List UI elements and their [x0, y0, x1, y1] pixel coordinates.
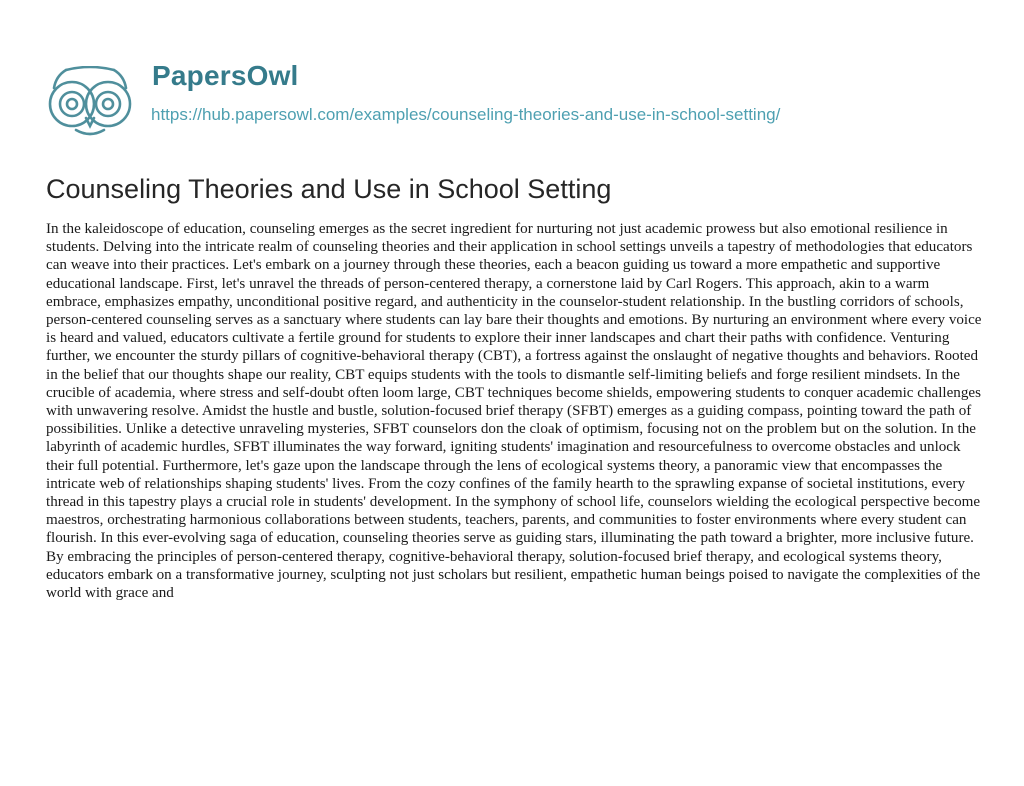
owl-logo-icon — [46, 66, 134, 138]
article-body: In the kaleidoscope of education, counseling emerges as the secret ingredient for nurturing not just academic prowess but also emotional resilience in students. Delving into the intricate realm of counseling theories and their application in school settings unveils a tapestry of methodologies that educators can weave into their practices. Let's embark on a journey through these theories, each a beacon guiding us toward a more empathetic and supportive educational landscape. First, let's unravel the threads of person-centered therapy, a cornerstone laid by Carl Rogers. This approach, akin to a warm embrace, emphasizes empathy, unconditional positive regard, and authenticity in the counselor-student relationship. In the bustling corridors of schools, person-centered counseling serves as a sanctuary where students can lay bare their thoughts and emotions. By nurturing an environment where every voice is heard and valued, educators cultivate a fertile ground for students to explore their inner landscapes and chart their paths with confidence. Venturing further, we encounter the sturdy pillars of cognitive-behavioral therapy (CBT), a fortress against the onslaught of negative thoughts and behaviors. Rooted in the belief that our thoughts shape our reality, CBT equips students with the tools to dismantle self-limiting beliefs and forge resilient mindsets. In the crucible of academia, where stress and self-doubt often loom large, CBT techniques become shields, empowering students to conquer academic challenges with unwavering resolve. Amidst the hustle and bustle, solution-focused brief therapy (SFBT) emerges as a guiding compass, pointing toward the path of possibilities. Unlike a detective unraveling mysteries, SFBT counselors don the cloak of optimism, focusing not on the problem but on the solution. In the labyrinth of academic hurdles, SFBT illuminates the way forward, igniting students' imagination and resourcefulness to overcome obstacles and unlock their full potential. Furthermore, let's gaze upon the landscape through the lens of ecological systems theory, a panoramic view that encompasses the intricate web of relationships shaping students' lives. From the cozy confines of the family hearth to the sprawling expanse of societal institutions, every thread in this tapestry plays a crucial role in students' development. In the symphony of school life, counselors wielding the ecological perspective become maestros, orchestrating harmonious collaborations between students, teachers, parents, and communities to foster environments where every student can flourish. In this ever-evolving saga of education, counseling theories serve as guiding stars, illuminating the path toward a brighter, more inclusive future. By embracing the principles of person-centered therapy, cognitive-behavioral therapy, solution-focused brief therapy, and ecological systems theory, educators embark on a transformative journey, sculpting not just scholars but resilient, empathetic human beings poised to navigate the complexities of the world with grace and — [46, 221, 982, 602]
brand-name: PapersOwl — [152, 60, 299, 91]
source-url[interactable]: https://hub.papersowl.com/examples/counseling-theories-and-use-in-school-setting/ — [151, 105, 781, 124]
page-title: Counseling Theories and Use in School Setting — [46, 174, 612, 204]
header — [46, 58, 986, 138]
